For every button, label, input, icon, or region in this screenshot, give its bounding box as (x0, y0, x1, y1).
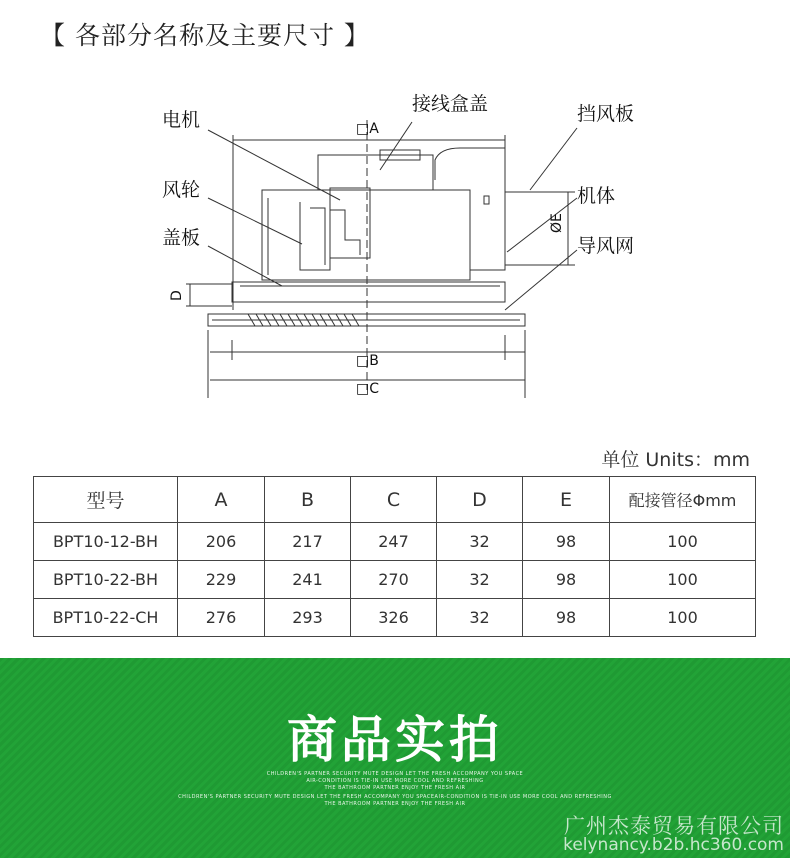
table-cell: BPT10-22-BH (34, 561, 178, 599)
section-title: 【 各部分名称及主要尺寸 】 (40, 21, 370, 50)
table-header-row (34, 477, 756, 523)
table-cell: BPT10-12-BH (34, 523, 178, 561)
banner-tagline-line: CHILDREN'S PARTNER SECURITY MUTE DESIGN LET THE FRESH ACCOMPANY YOU SPACEAIR-CONDITION IS TIE-IN USE MORE COOL AND REFRESHING (178, 794, 612, 800)
table-cell: 32 (437, 523, 523, 561)
fan-diagram (0, 80, 790, 420)
header-model: 型号 (34, 477, 178, 523)
label-junction-box-cover: 接线盒盖 (412, 93, 489, 115)
motor-block (330, 188, 370, 258)
duct-collar (435, 148, 505, 192)
table-row (34, 523, 756, 561)
banner-tagline-line: THE BATHROOM PARTNER ENJOY THE FRESH AIR (324, 801, 466, 807)
header-d: D (437, 477, 523, 523)
banner-tagline-line: THE BATHROOM PARTNER ENJOY THE FRESH AIR (324, 785, 466, 791)
table-row (34, 561, 756, 599)
table-cell: 276 (178, 599, 265, 637)
table-cell: 100 (610, 599, 756, 637)
banner-tagline-line: CHILDREN'S PARTNER SECURITY MUTE DESIGN LET THE FRESH ACCOMPANY YOU SPACE (266, 771, 524, 777)
header-a: A (178, 477, 265, 523)
fan-blade (300, 202, 360, 270)
table-cell: 241 (265, 561, 351, 599)
units-label: 单位 Units：mm (601, 449, 750, 471)
table-cell: 326 (351, 599, 437, 637)
header-c: C (351, 477, 437, 523)
table-cell: 32 (437, 599, 523, 637)
table-cell: 98 (523, 561, 610, 599)
dim-d: D (169, 290, 185, 301)
table-cell: 100 (610, 523, 756, 561)
label-damper: 挡风板 (577, 103, 635, 125)
label-body: 机体 (577, 185, 616, 207)
watermark-url: kelynancy.b2b.hc360.com (563, 835, 784, 855)
dim-c: □C (356, 381, 380, 397)
product-photo-banner (0, 658, 790, 858)
label-wheel: 风轮 (162, 179, 201, 201)
table-cell: 293 (265, 599, 351, 637)
banner-tagline-line: AIR-CONDITION IS TIE-IN USE MORE COOL AND REFRESHING (306, 778, 484, 784)
table-cell: 217 (265, 523, 351, 561)
table-cell: 206 (178, 523, 265, 561)
table-cell: 98 (523, 599, 610, 637)
label-cover: 盖板 (162, 227, 201, 249)
table-cell: BPT10-22-CH (34, 599, 178, 637)
label-motor: 电机 (162, 109, 201, 131)
cover-plate (232, 282, 505, 302)
table-cell: 270 (351, 561, 437, 599)
dim-e: ØE (549, 213, 565, 233)
main-body (262, 190, 470, 280)
table-cell: 98 (523, 523, 610, 561)
spec-table (33, 476, 756, 637)
table-cell: 100 (610, 561, 756, 599)
table-cell: 32 (437, 561, 523, 599)
banner-title: 商品实拍 (287, 711, 503, 769)
table-cell: 247 (351, 523, 437, 561)
label-guide-mesh: 导风网 (577, 235, 635, 257)
table-row (34, 599, 756, 637)
header-b: B (265, 477, 351, 523)
watermark-company: 广州杰泰贸易有限公司 (564, 814, 784, 838)
header-e: E (523, 477, 610, 523)
dim-a: □A (356, 121, 379, 137)
table-cell: 229 (178, 561, 265, 599)
header-pipe-diameter: 配接管径Φmm (610, 477, 756, 523)
dim-b: □B (356, 353, 379, 369)
